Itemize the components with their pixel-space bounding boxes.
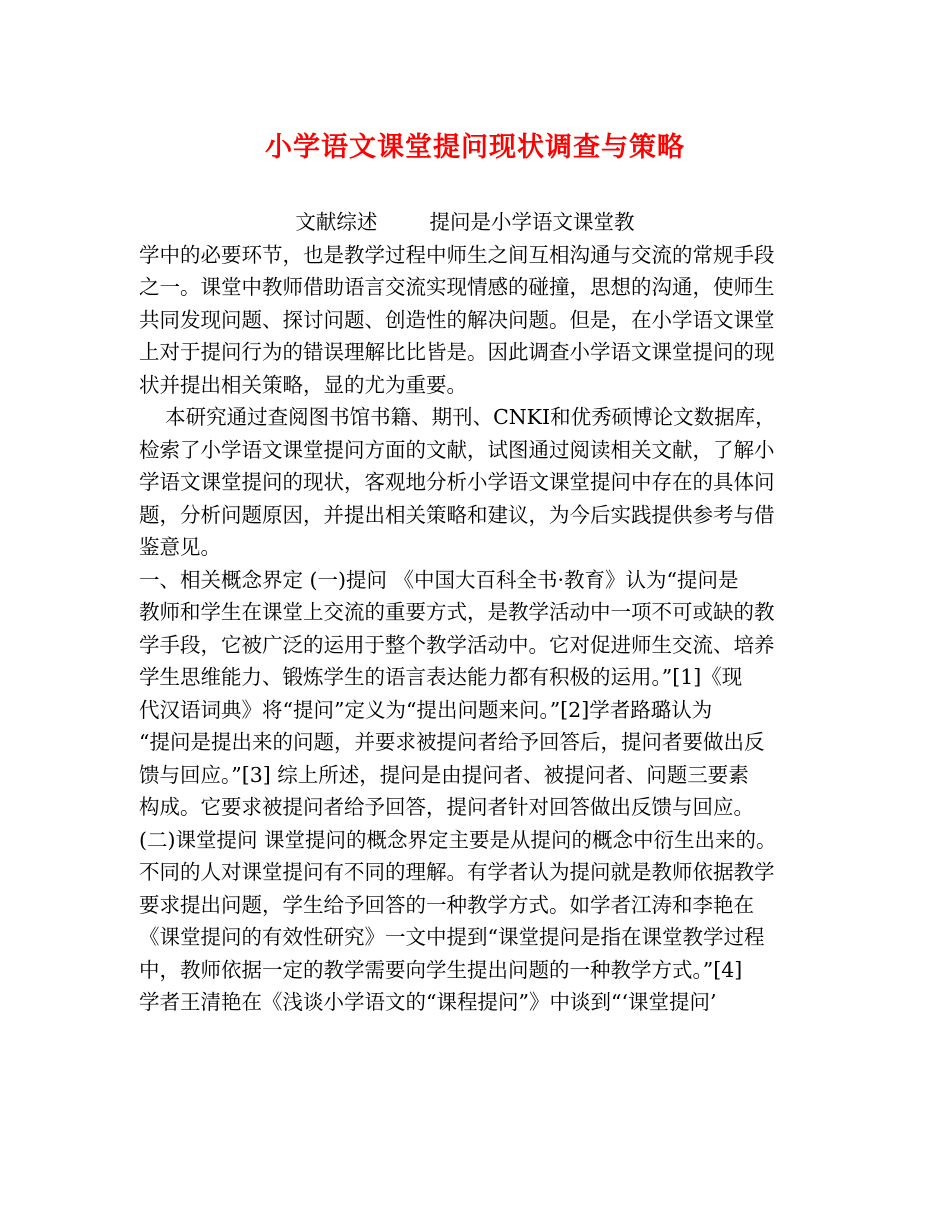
- text-line: (二)课堂提问 课堂提问的概念界定主要是从提问的概念中衍生出来的。: [139, 827, 777, 852]
- text-line: 一、相关概念界定 (一)提问 《中国大百科全书·教育》认为“提问是: [139, 567, 739, 592]
- document-body: [139, 206, 824, 1019]
- text-line: 文献综述 提问是小学语文课堂教: [139, 210, 635, 234]
- text-line: 构成。它要求被提问者给予回答，提问者针对回答做出反馈与回应。: [139, 795, 754, 819]
- text-line: 教师和学生在课堂上交流的重要方式，是教学活动中一项不可或缺的教: [139, 600, 775, 624]
- text-line: 上对于提问行为的错误理解比比皆是。因此调查小学语文课堂提问的现: [139, 340, 775, 364]
- text-line: 学手段，它被广泛的运用于整个教学活动中。它对促进师生交流、培养: [139, 632, 775, 657]
- text-line: “提问是提出来的问题，并要求被提问者给予回答后，提问者要做出反: [139, 730, 765, 754]
- text-line: 要求提出问题，学生给予回答的一种教学方式。如学者江涛和李艳在: [139, 892, 754, 917]
- text-line: 状并提出相关策略，显的尤为重要。: [139, 372, 467, 397]
- text-line: 中，教师依据一定的教学需要向学生提出问题的一种教学方式。”[4]: [139, 957, 743, 982]
- text-line: 馈与回应。”[3] 综上所述，提问是由提问者、被提问者、问题三要素: [139, 762, 749, 787]
- text-line: 学语文课堂提问的现状，客观地分析小学语文课堂提问中存在的具体问: [139, 470, 775, 494]
- text-line: 共同发现问题、探讨问题、创造性的解决问题。但是，在小学语文课堂: [139, 307, 775, 332]
- text-line: 本研究通过查阅图书馆书籍、期刊、CNKI和优秀硕博论文数据库，: [139, 405, 776, 429]
- text-line: 不同的人对课堂提问有不同的理解。有学者认为提问就是教师依据教学: [139, 860, 775, 884]
- text-line: 《课堂提问的有效性研究》一文中提到“课堂提问是指在课堂教学过程: [139, 925, 765, 949]
- text-line: 鉴意见。: [139, 535, 221, 559]
- text-line: 学生思维能力、锻炼学生的语言表达能力都有积极的运用。”[1]《现: [139, 665, 743, 689]
- text-line: 学者王清艳在《浅谈小学语文的“课程提问”》中谈到“‘课堂提问’: [139, 990, 717, 1014]
- text-line: 题，分析问题原因，并提出相关策略和建议，为今后实践提供参考与借: [139, 502, 775, 527]
- document-title: 小学语文课堂提问现状调查与策略: [265, 132, 685, 163]
- text-line: 检索了小学语文课堂提问方面的文献，试图通过阅读相关文献，了解小: [139, 437, 775, 462]
- text-line: 学中的必要环节，也是教学过程中师生之间互相沟通与交流的常规手段: [139, 242, 775, 267]
- text-line: 之一。课堂中教师借助语言交流实现情感的碰撞，思想的沟通，使师生: [139, 275, 775, 299]
- text-line: 代汉语词典》将“提问”定义为“提出问题来问。”[2]学者路璐认为: [139, 697, 713, 722]
